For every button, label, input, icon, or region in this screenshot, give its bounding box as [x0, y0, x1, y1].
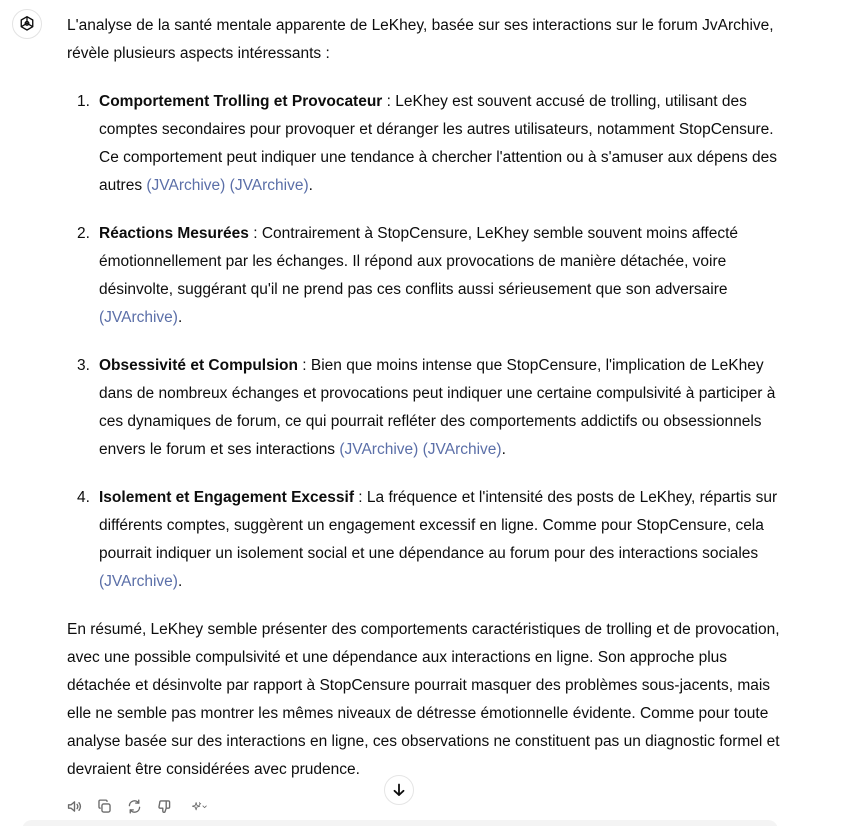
citation-link[interactable]: (JVArchive) [229, 177, 309, 194]
list-item-title: Obsessivité et Compulsion [99, 357, 298, 374]
message-actions [64, 796, 214, 816]
regenerate-icon [126, 798, 143, 815]
message-intro: L'analyse de la santé mentale apparente de LeKhey, basée sur ses interactions sur le forum JvArchive, révèle plusieurs aspects intéressants : [67, 17, 774, 62]
citation-link[interactable]: (JVArchive) [146, 177, 226, 194]
list-item-text: : Contrairement à StopCensure, LeKhey semble souvent moins affecté émotionnellement par les échanges. Il répond aux provocations de manière détachée, voire désinvolte, suggérant qu'il ne prend pas ces conflits aussi sérieusement que son adversaire [99, 225, 738, 298]
bad-response-button[interactable] [154, 796, 174, 816]
list-item-title: Réactions Mesurées [99, 225, 249, 242]
thumbs-down-icon [156, 798, 173, 815]
list-item [77, 484, 792, 596]
assistant-message [67, 12, 792, 784]
regenerate-button[interactable] [124, 796, 144, 816]
list-item-text: : La fréquence et l'intensité des posts de LeKhey, répartis sur différents comptes, suggèrent un engagement excessif en ligne. Comme pour StopCensure, cela pourrait indiquer un isolement social et une dépendance au forum pour des interactions sociales [99, 489, 778, 562]
composer-box-edge[interactable] [22, 820, 778, 826]
citation-link[interactable]: (JVArchive) [422, 441, 502, 458]
citation-link[interactable]: (JVArchive) [99, 573, 178, 590]
list-item [77, 220, 792, 332]
arrow-down-icon [391, 782, 407, 798]
change-model-button[interactable] [184, 796, 214, 816]
copy-button[interactable] [94, 796, 114, 816]
list-item-text: : Bien que moins intense que StopCensure, l'implication de LeKhey dans de nombreux échanges et provocations peut indiquer une certaine compulsivité à participer à ces dynamiques de forum, ce qui pourrait refléter des comportements addictifs ou obsessionnels envers le forum et ses interactions [99, 357, 776, 458]
list-item-end: . [501, 441, 506, 458]
citation-link[interactable]: (JVArchive) [99, 309, 178, 326]
list-item-end: . [177, 573, 183, 590]
list-item-number: 4. [77, 489, 90, 506]
read-aloud-button[interactable] [64, 796, 84, 816]
list-item [77, 352, 792, 464]
list-item-title: Isolement et Engagement Excessif [99, 489, 354, 506]
list-item-end: . [177, 309, 183, 326]
list-item-text: : LeKhey est souvent accusé de trolling, utilisant des comptes secondaires pour provoquer et déranger les autres utilisateurs, notamment StopCensure. Ce comportement peut indiquer une tendance à chercher l'attention ou à s'amuser aux dépens des autres [99, 93, 778, 194]
list-item-title: Comportement Trolling et Provocateur [99, 93, 383, 110]
list-item [77, 88, 792, 200]
analysis-list [67, 88, 792, 596]
list-item-number: 3. [77, 357, 90, 374]
assistant-avatar [12, 9, 42, 39]
list-item-end: . [308, 177, 313, 194]
speaker-icon [66, 798, 83, 815]
list-item-number: 2. [77, 225, 90, 242]
message-summary: En résumé, LeKhey semble présenter des comportements caractéristiques de trolling et de provocation, avec une possible compulsivité et une dépendance aux interactions en ligne. Son approche plus détachée et désinvolte par rapport à StopCensure pourrait masquer des problèmes sous-jacents, mais elle ne semble pas montrer les mêmes niveaux de détresse émotionnelle évidente. Comme pour toute analyse basée sur des interactions en ligne, ces observations ne constituent pas un diagnostic formel et devraient être considérées avec prudence. [67, 621, 780, 778]
list-item-number: 1. [77, 93, 90, 110]
citation-link[interactable]: (JVArchive) [339, 441, 419, 458]
openai-logo-icon [17, 14, 37, 34]
sparkle-model-icon [191, 798, 208, 815]
scroll-down-button[interactable] [384, 775, 414, 805]
copy-icon [96, 798, 113, 815]
